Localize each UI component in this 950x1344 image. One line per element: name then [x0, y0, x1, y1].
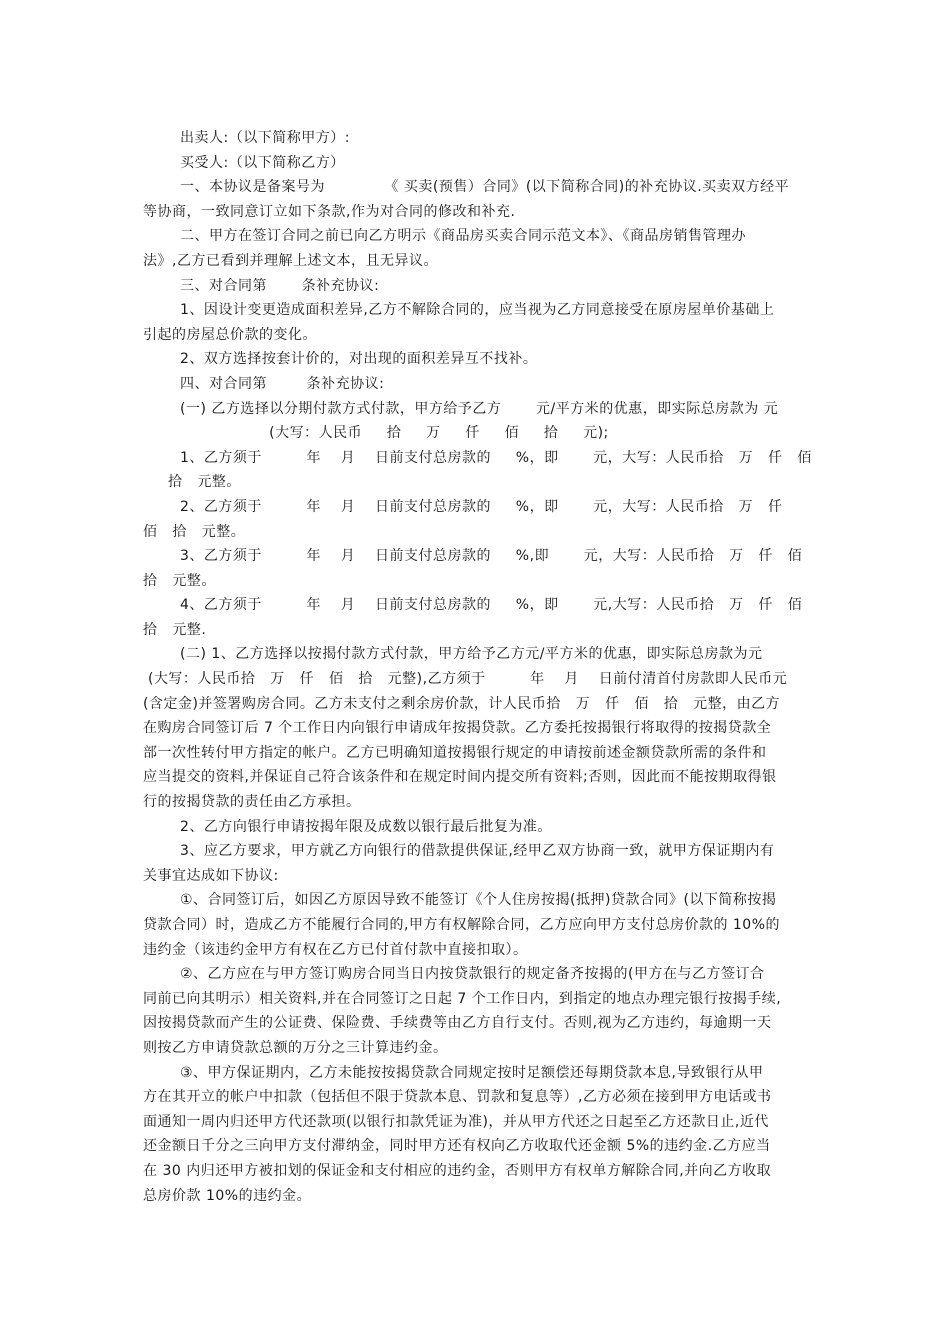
text-line: 2、乙方向银行申请按揭年限及成数以银行最后批复为准。 — [180, 818, 552, 835]
text-line: 二、甲方在签订合同之前已向乙方明示《商品房买卖合同示范文本》、《商品房销售管理办 — [180, 228, 746, 245]
text-line: (一) 乙方选择以分期付款方式付款，甲方给予乙方 元/平方米的优惠，即实际总房款为 元 — [180, 400, 779, 417]
text-line: 1、因设计变更造成面积差异,乙方不解除合同的，应当视为乙方同意接受在原房屋单价基础上 — [180, 302, 775, 319]
text-line: 佰 拾 元整。 — [143, 523, 246, 540]
text-line: 总房价款 10%的违约金。 — [143, 1187, 312, 1204]
text-line: 贷款合同）时，造成乙方不能履行合同的,甲方有权解除合同，乙方应向甲方支付总房价款的 10%的 — [143, 917, 781, 933]
text-line: 在 30 内归还甲方被扣划的保证金和支付相应的违约金，否则甲方有权单方解除合同,并向乙方收取 — [143, 1162, 772, 1179]
text-line: 一、本协议是备案号为 《 买卖(预售）合同》(以下简称合同)的补充协议.买卖双方经平 — [180, 179, 790, 196]
text-line: 法》,乙方已看到并理解上述文本，且无异议。 — [143, 252, 438, 269]
text-line: ①、合同签订后，如因乙方原因导致不能签订《个人住房按揭(抵押)贷款合同》(以下简称按揭 — [180, 892, 777, 909]
text-line: 关事宜达成如下协议: — [143, 867, 279, 884]
text-line: 3、乙方须于 年 月 日前支付总房款的 %,即 元，大写：人民币拾 万 仟 佰 — [180, 548, 803, 565]
text-line: 还金额日千分之三向甲方支付滞纳金，同时甲方还有权向乙方收取代还金额 5%的违约金.乙方应当 — [143, 1138, 771, 1155]
text-line: 2、乙方须于 年 月 日前支付总房款的 %，即 元，大写：人民币拾 万 仟 — [180, 498, 783, 515]
text-line: 行的按揭贷款的责任由乙方承担。 — [143, 794, 361, 811]
text-line: 拾 元整。 — [143, 572, 216, 589]
text-line: 引起的房屋总价款的变化。 — [143, 326, 317, 343]
text-line: 出卖人:（以下简称甲方）: — [180, 130, 350, 146]
text-line: 则按乙方申请贷款总额的万分之三计算违约金。 — [143, 1039, 448, 1056]
text-line: 四、对合同第 条补充协议: — [180, 375, 385, 392]
text-line: 等协商，一致同意订立如下条款,作为对合同的修改和补充. — [143, 203, 516, 220]
text-line: 应当提交的资料,并保证自己符合该条件和在规定时间内提交所有资料;否则，因此而不能按期取得银 — [143, 769, 777, 786]
text-line: 因按揭贷款而产生的公证费、保险费、手续费等由乙方自行支付。否则,视为乙方违约，每逾期一天 — [143, 1015, 772, 1032]
text-line: ②、乙方应在与甲方签订购房合同当日内按贷款银行的规定备齐按揭的(甲方在与乙方签订合 — [180, 966, 765, 983]
text-line: 拾 元整。 — [168, 474, 241, 491]
text-line: (大写：人民币 拾 万 仟 佰 拾 元); — [180, 425, 609, 442]
text-line: 违约金（该违约金甲方有权在乙方已付首付款中直接扣取）。 — [143, 941, 528, 958]
text-line: (二) 1、乙方选择以按揭付款方式付款，甲方给予乙方元/平方米的优惠，即实际总房款为元 — [180, 646, 763, 663]
text-line: 2、双方选择按套计价的，对出现的面积差异互不找补。 — [180, 351, 538, 368]
text-line: 3、应乙方要求，甲方就乙方向银行的借款提供保证,经甲乙双方协商一致，就甲方保证期内有 — [180, 843, 775, 860]
text-line: 1、乙方须于 年 月 日前支付总房款的 %，即 元，大写：人民币拾 万 仟 佰 — [180, 449, 812, 466]
text-line: 买受人:（以下简称乙方） — [180, 154, 345, 171]
text-line: 部一次性转付甲方指定的帐户。乙方已明确知道按揭银行规定的申请按前述金额贷款所需的条件和 — [143, 744, 767, 761]
text-line: 三、对合同第 条补充协议: — [180, 277, 380, 294]
text-line: 面通知一周内归还甲方代还款项(以银行扣款凭证为准)，并从甲方代还之日起至乙方还款日止,近代 — [143, 1113, 769, 1130]
text-line: 拾 元整. — [143, 621, 207, 638]
contract-document — [143, 126, 812, 1208]
text-line: 在购房合同签订后 7 个工作日内向银行申请成年按揭贷款。乙方委托按揭银行将取得的按揭贷款全 — [143, 720, 772, 737]
text-line: (大写：人民币拾 万 仟 佰 拾 元整),乙方须于 年 月 日前付清首付房款即人民币元 — [143, 671, 788, 688]
text-line: (含定金)并签署购房合同。乙方未支付之剩余房价款，计人民币拾 万 仟 佰 拾 元整，由乙方 — [143, 695, 781, 712]
text-line: 同前已向其明示）相关资料,并在合同签订之日起 7 个工作日内，到指定的地点办理完银行按揭手续, — [143, 990, 782, 1007]
text-line: 4、乙方须于 年 月 日前支付总房款的 %，即 元,大写：人民币拾 万 仟 佰 — [180, 597, 803, 614]
text-line: 方在其开立的帐户中扣款（包括但不限于贷款本息、罚款和复息等）,乙方必须在接到甲方电话或书 — [143, 1089, 772, 1106]
text-line: ③、甲方保证期内，乙方未能按按揭贷款合同规定按时足额偿还每期贷款本息,导致银行从甲 — [180, 1064, 764, 1081]
